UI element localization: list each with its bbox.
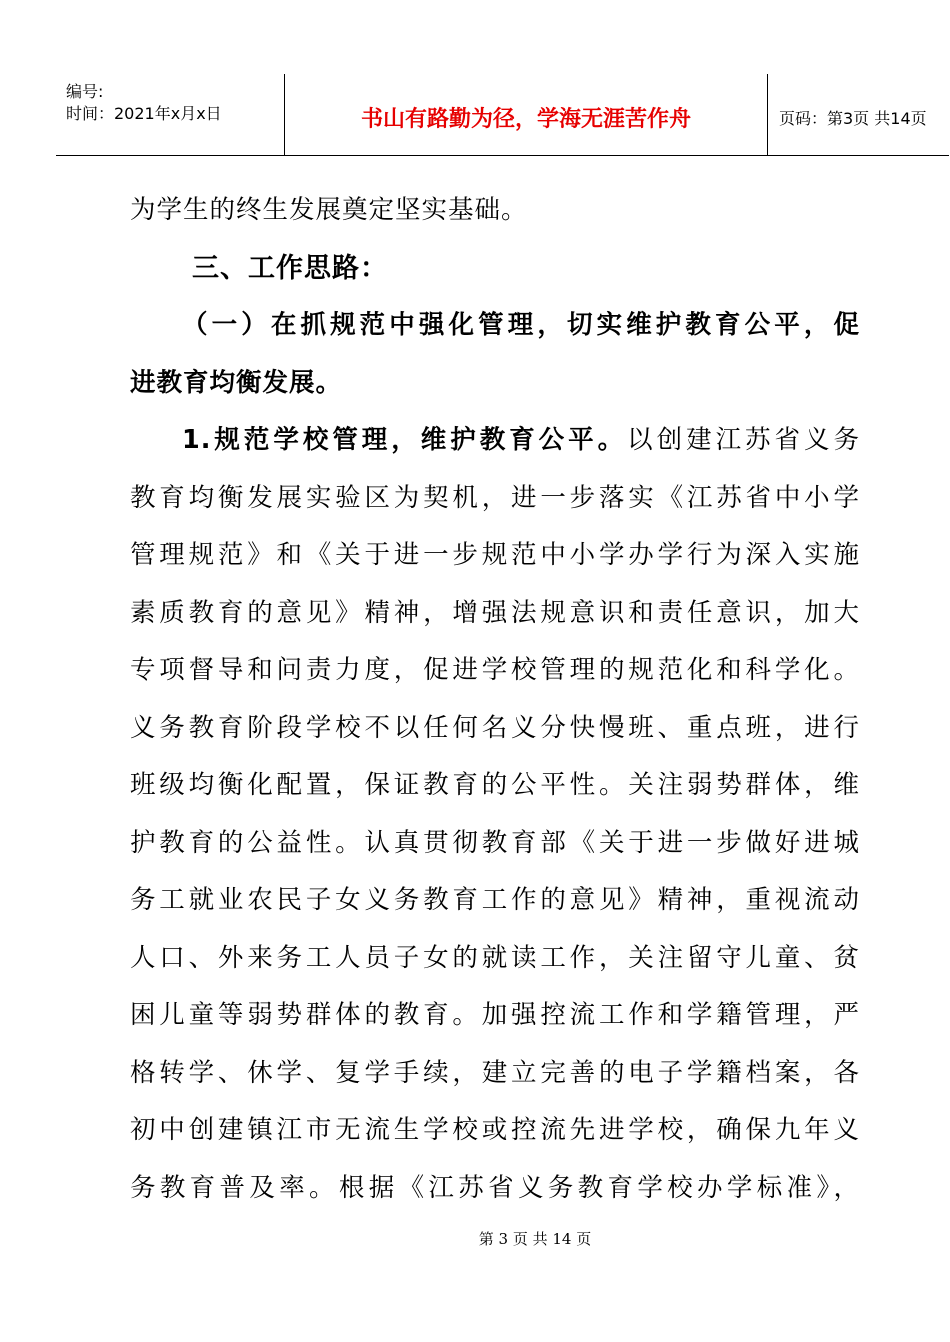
body-line: 管理规范》和《关于进一步规范中小学办学行为深入实施 (130, 540, 860, 570)
body-line: 为学生的终生发展奠定坚实基础。 (130, 195, 528, 225)
document-time-label: 时间：2021年x月x日 (66, 104, 222, 123)
body-line: 班级均衡化配置，保证教育的公平性。关注弱势群体，维 (130, 770, 860, 800)
body-line: 教育均衡发展实验区为契机，进一步落实《江苏省中小学 (130, 482, 860, 513)
document-number-label: 编号: (66, 82, 104, 101)
page-header (56, 74, 949, 156)
document-body (130, 182, 860, 1217)
page-footer: 第 3 页 共 14 页 (478, 1230, 592, 1248)
body-line: 务教育普及率。根据《江苏省义务教育学校办学标准》， (130, 1172, 860, 1203)
body-line: 义务教育阶段学校不以任何名义分快慢班、重点班，进行 (130, 712, 860, 743)
header-page-cell (767, 74, 949, 155)
body-line: 务工就业农民子女义务教育工作的意见》精神，重视流动 (130, 885, 860, 915)
paragraph-first-line (130, 412, 860, 470)
subsection-heading-line: 进教育均衡发展。 (130, 367, 343, 398)
header-motto: 书山有路勤为径，学海无涯苦作舟 (360, 107, 691, 132)
body-line: 护教育的公益性。认真贯彻教育部《关于进一步做好进城 (130, 827, 860, 858)
header-info-cell (56, 74, 284, 155)
header-motto-cell (284, 74, 768, 155)
body-line: 素质教育的意见》精神，增强法规意识和责任意识，加大 (130, 597, 860, 628)
paragraph-lead-rest: 以创建江苏省义务 (627, 425, 860, 455)
body-line: 专项督导和问责力度，促进学校管理的规范化和科学化。 (130, 655, 860, 685)
body-line: 人口、外来务工人员子女的就读工作，关注留守儿童、贫 (130, 942, 860, 973)
body-line: 格转学、休学、复学手续，建立完善的电子学籍档案，各 (130, 1057, 860, 1088)
header-page-number: 页码：第3页 共14页 (779, 109, 927, 128)
body-line: 初中创建镇江市无流生学校或控流先进学校，确保九年义 (130, 1115, 860, 1145)
section-heading: 三、工作思路： (192, 252, 388, 284)
paragraph-lead: 1.规范学校管理，维护教育公平。 (182, 425, 628, 455)
subsection-heading-line: （一）在抓规范中强化管理，切实维护教育公平，促 (182, 310, 860, 340)
body-line: 困儿童等弱势群体的教育。加强控流工作和学籍管理，严 (130, 1000, 860, 1030)
